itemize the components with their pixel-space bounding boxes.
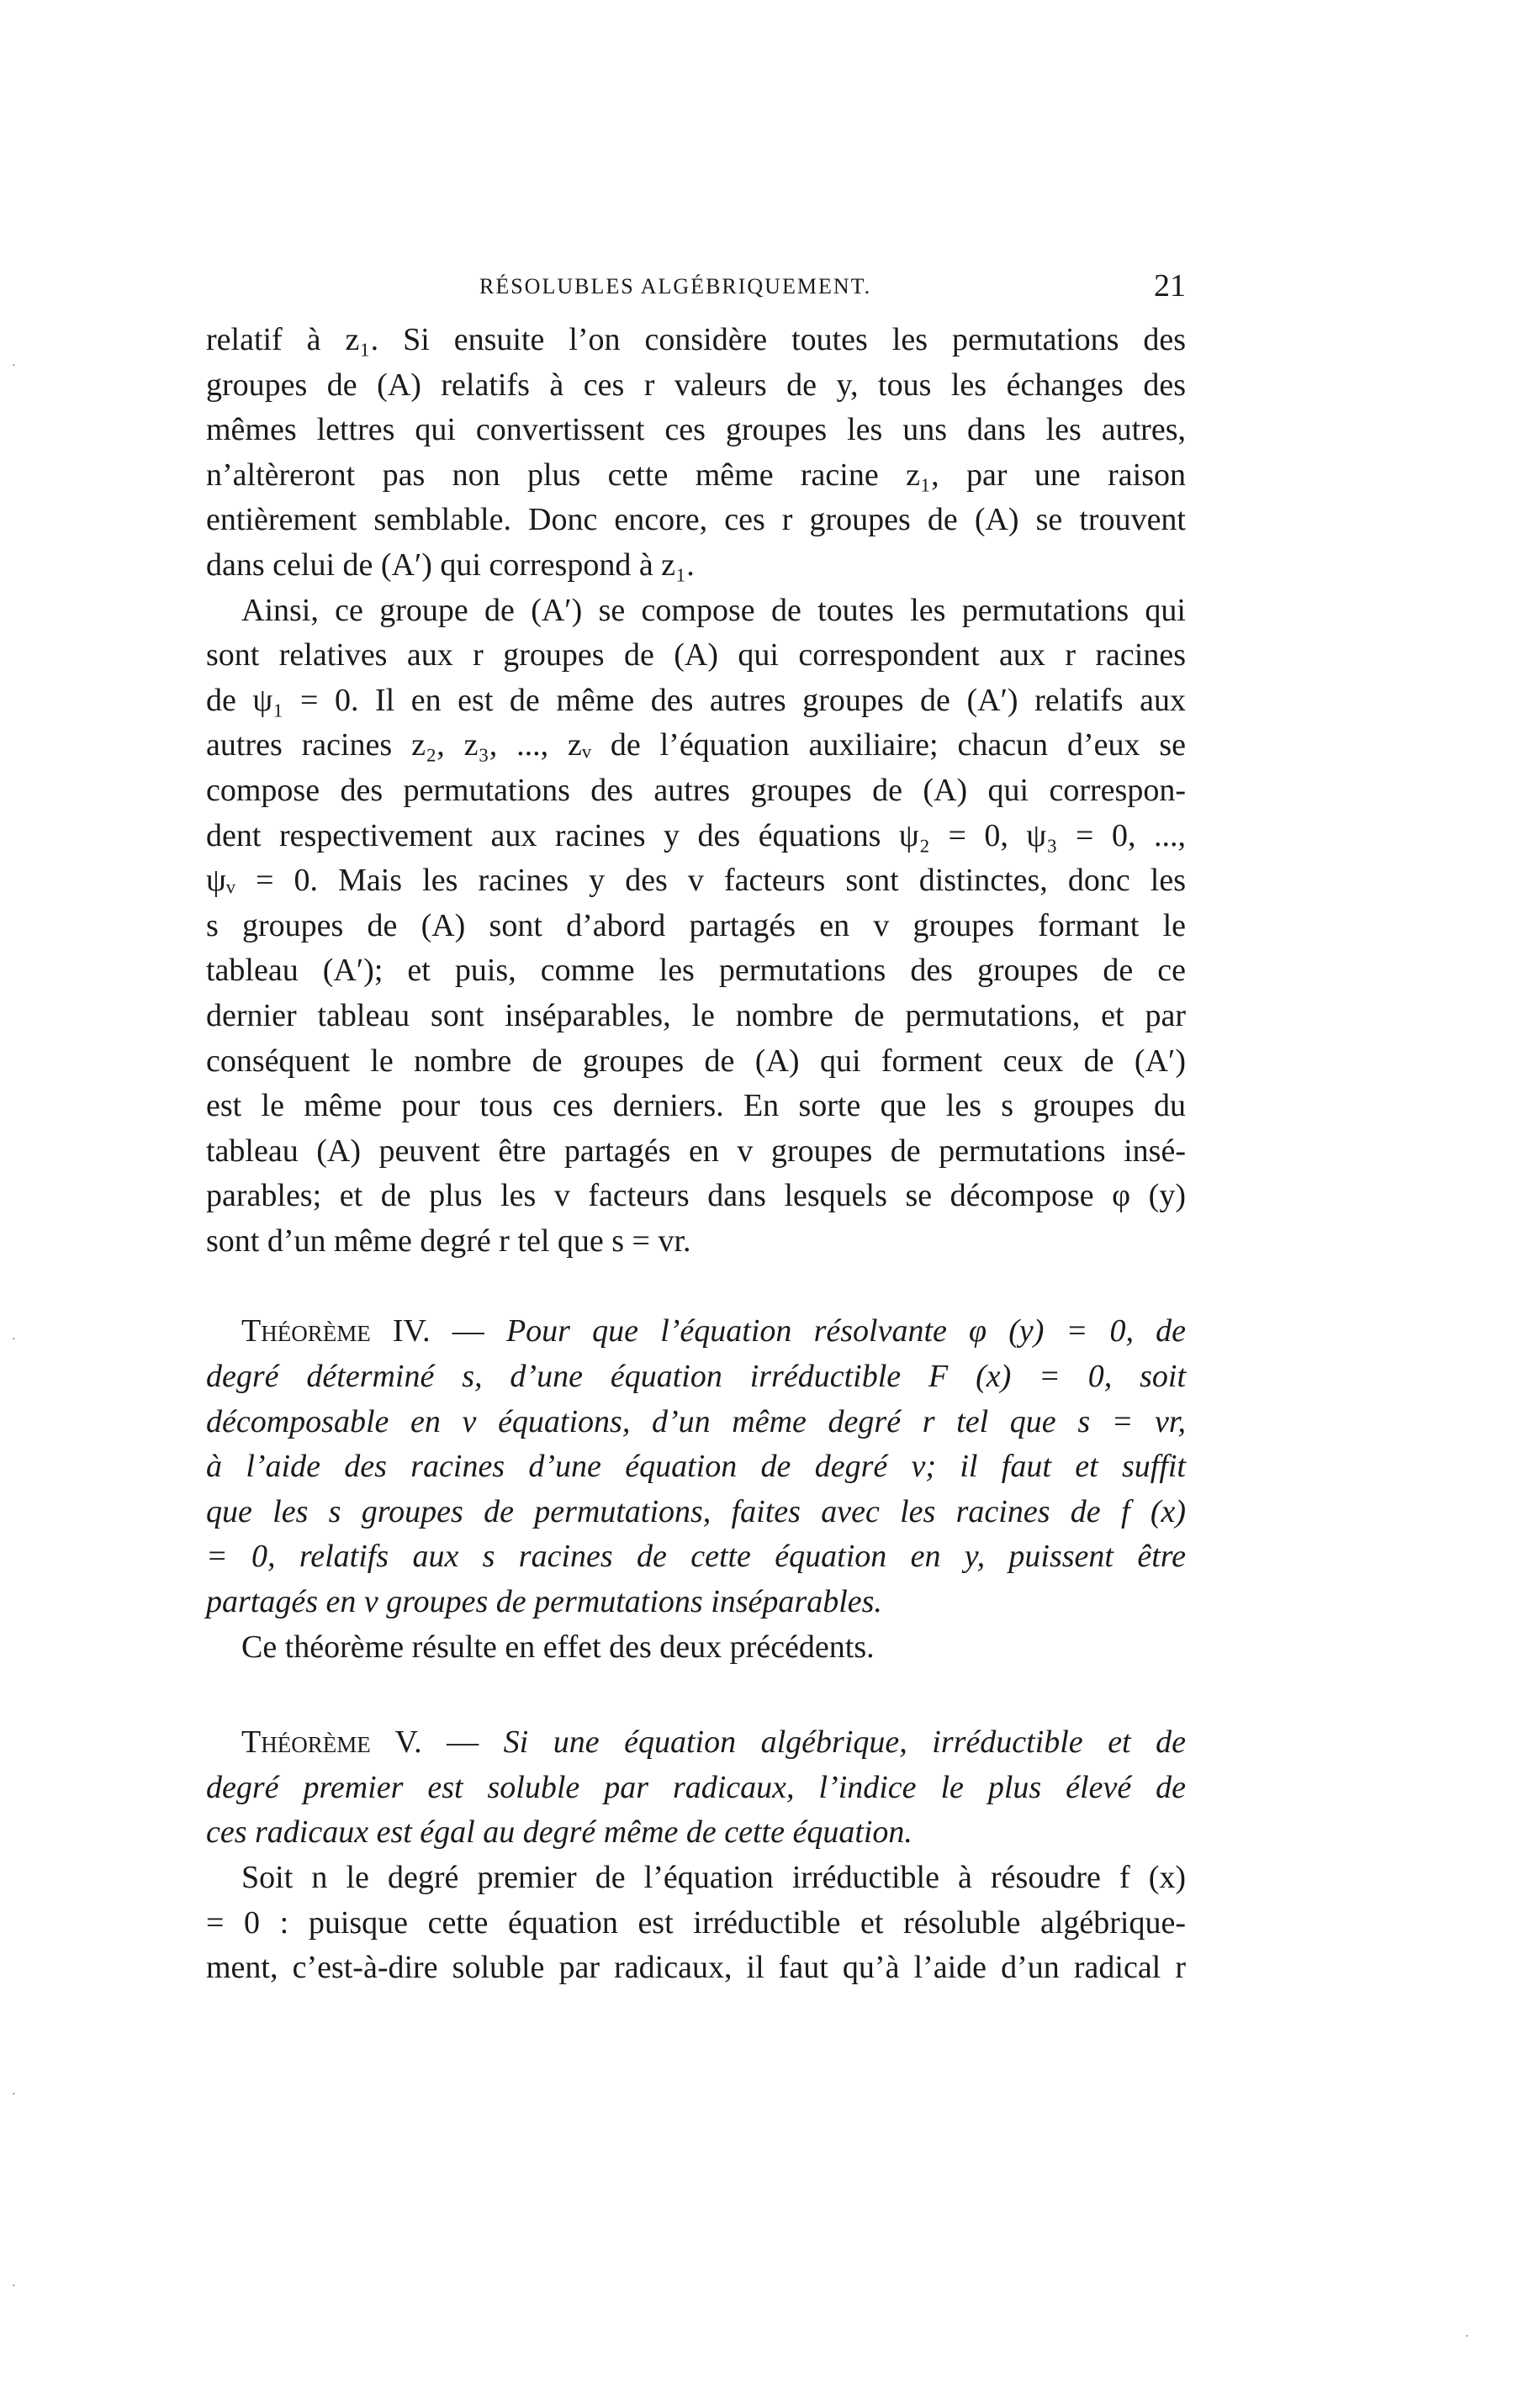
text-line: Ce théorème résulte en effet des deux précédents. [241, 1629, 875, 1665]
text-line: mêmes lettres qui convertissent ces groupes les uns dans les autres, [206, 412, 1186, 448]
scan-speck: · [1465, 2331, 1469, 2343]
theorem-heading: Théorème V. — [241, 1724, 479, 1761]
theorem-text: Pour que l’équation résolvante φ (y) = 0, de [505, 1313, 1187, 1349]
running-head [206, 267, 1186, 309]
theorem-line: partagés en v groupes de permutations inséparables. [206, 1584, 882, 1620]
text-line: groupes de (A) relatifs à ces r valeurs de y, tous les échanges des [206, 367, 1186, 403]
theorem-line: à l’aide des racines d’une équation de degré v; il faut et suffit [206, 1449, 1186, 1485]
scan-speck: · [12, 2280, 16, 2293]
text-line: est le même pour tous ces derniers. En sorte que les s groupes du [206, 1088, 1186, 1124]
theorem-4 [206, 1309, 1186, 1624]
theorem-heading: Théorème IV. — [241, 1313, 484, 1349]
theorem-text: Si une équation algébrique, irréductible et de [503, 1724, 1187, 1761]
text-line: s groupes de (A) sont d’abord partagés en v groupes formant le [206, 907, 1186, 943]
theorem-5 [206, 1720, 1186, 1856]
theorem-line: que les s groupes de permutations, faites avec les racines de f (x) [206, 1493, 1186, 1529]
theorem-line: décomposable en v équations, d’un même degré r tel que s = vr, [206, 1403, 1186, 1439]
theorem-line [206, 1309, 1186, 1354]
body-text [206, 318, 1186, 1991]
text-line: ψᵥ = 0. Mais les racines y des v facteurs sont distinctes, donc les [206, 863, 1186, 899]
theorem-line: degré déterminé s, d’une équation irréductible F (x) = 0, soit [206, 1359, 1186, 1395]
scan-speck: · [12, 1333, 16, 1346]
text-line: tableau (A′); et puis, comme les permutations des groupes de ce [206, 953, 1186, 989]
text-line: autres racines z₂, z₃, ..., zᵥ de l’équation auxiliaire; chacun d’eux se [206, 727, 1186, 763]
text-line: n’altèreront pas non plus cette même racine z₁, par une raison [206, 457, 1186, 493]
text-line: = 0 : puisque cette équation est irréductible et résoluble algébrique- [206, 1904, 1186, 1941]
scan-speck: · [12, 2089, 16, 2101]
paragraph-2 [206, 589, 1186, 1265]
paragraph-final [206, 1856, 1186, 1991]
text-line: ment, c’est-à-dire soluble par radicaux, il faut qu’à l’aide d’un radical r [206, 1950, 1186, 1986]
text-line: dernier tableau sont inséparables, le nombre de permutations, et par [206, 997, 1186, 1033]
text-line: entièrement semblable. Donc encore, ces r groupes de (A) se trouvent [206, 502, 1186, 538]
theorem-line [206, 1720, 1186, 1766]
text-line: sont d’un même degré r tel que s = vr. [206, 1222, 691, 1259]
text-line: compose des permutations des autres groupes de (A) qui correspon- [206, 772, 1186, 808]
scan-speck: · [12, 360, 16, 372]
text-line: dans celui de (A′) qui correspond à z₁. [206, 547, 695, 583]
text-line: dent respectivement aux racines y des équations ψ₂ = 0, ψ₃ = 0, ..., [206, 817, 1186, 853]
theorem-line: ces radicaux est égal au degré même de cette équation. [206, 1814, 912, 1851]
page-number: 21 [1154, 268, 1186, 304]
text-line: relatif à z₁. Si ensuite l’on considère toutes les permutations des [206, 322, 1186, 357]
text-line: tableau (A) peuvent être partagés en v groupes de permutations insé- [206, 1133, 1186, 1169]
running-title: RÉSOLUBLES ALGÉBRIQUEMENT. [479, 274, 872, 298]
text-line: parables; et de plus les v facteurs dans lesquels se décompose φ (y) [206, 1178, 1186, 1214]
paragraph-1 [206, 318, 1186, 589]
theorem-line: = 0, relatifs aux s racines de cette équation en y, puissent être [206, 1539, 1186, 1575]
text-line: sont relatives aux r groupes de (A) qui correspondent aux r racines [206, 637, 1186, 673]
text-line: Soit n le degré premier de l’équation irréductible à résoudre f (x) [241, 1860, 1186, 1895]
text-line: conséquent le nombre de groupes de (A) qui forment ceux de (A′) [206, 1043, 1186, 1079]
text-line: Ainsi, ce groupe de (A′) se compose de toutes les permutations qui [241, 592, 1186, 628]
theorem-line: degré premier est soluble par radicaux, l’indice le plus élevé de [206, 1769, 1186, 1805]
text-line: de ψ₁ = 0. Il en est de même des autres groupes de (A′) relatifs aux [206, 682, 1186, 718]
